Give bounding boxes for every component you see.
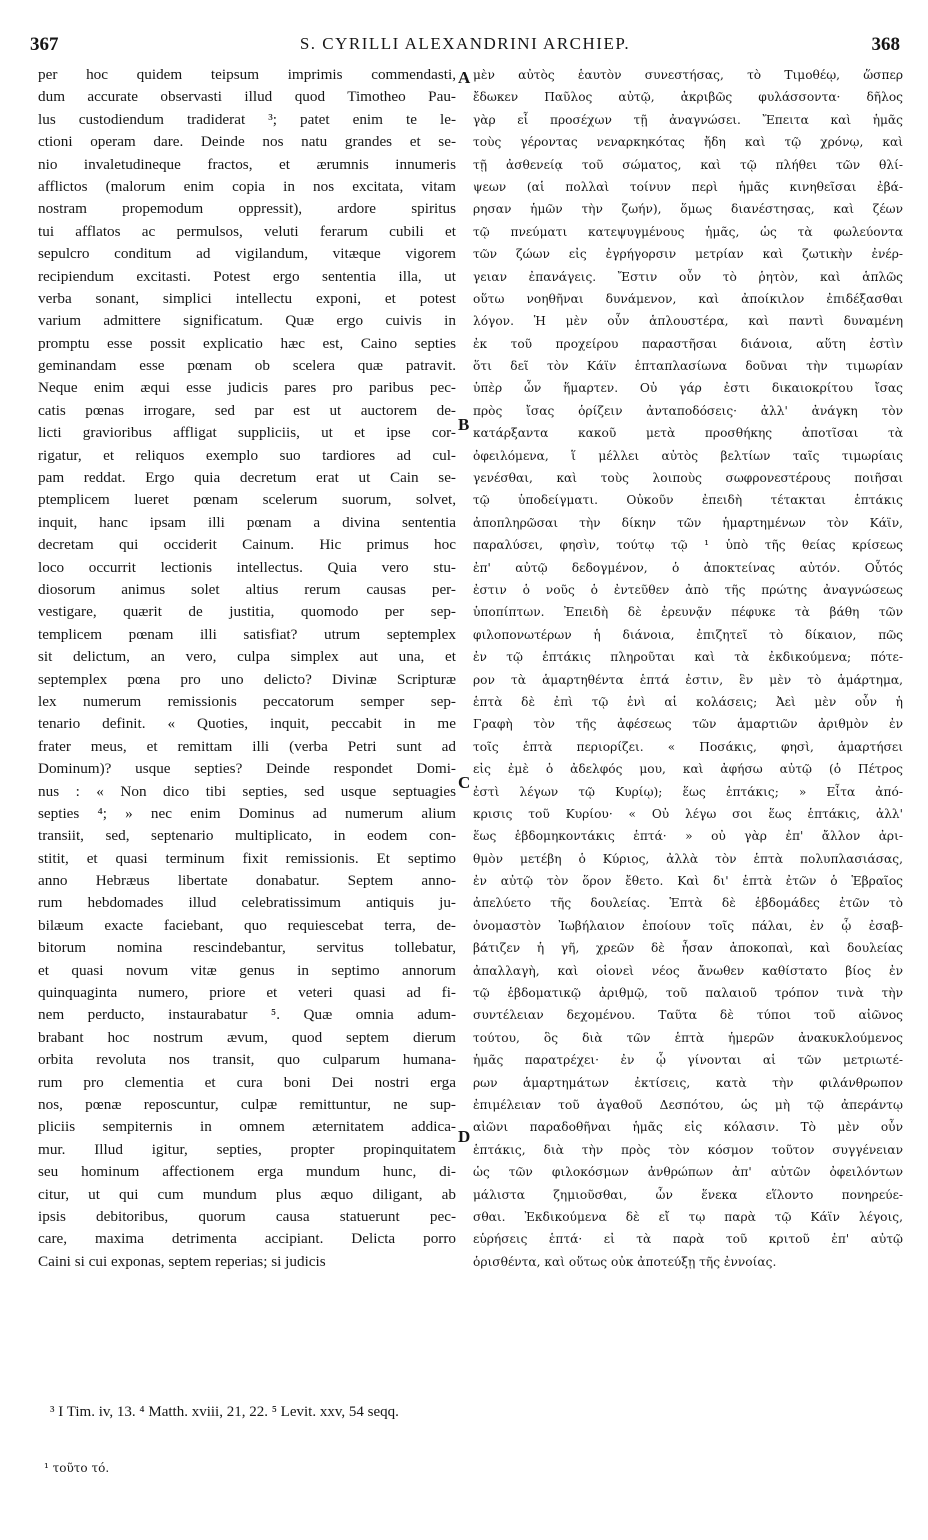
- greek-text-line: ἔδωκεν Παῦλος αὐτῷ, ἀκριβῶς φυλάσσοντα· δῆλος: [473, 90, 903, 105]
- latin-text-line: ipsis debitoribus, quorum causa statuerunt pec-: [38, 1207, 456, 1225]
- latin-text-line: sepulcro conditum ad vigilandum, vitæque vigorem: [38, 245, 456, 263]
- latin-text-line: Caini si cui exponas, septem reperias; si judicis: [38, 1252, 326, 1270]
- latin-footnotes: ³ I Tim. iv, 13. ⁴ Matth. xviii, 21, 22. ⁵ Levit. xxv, 54 seqq.: [50, 1404, 399, 1420]
- greek-text-line: ὀνομαστὸν Ἰωβήλαιον ἐποίουν τοῖς πάλαι, ἐν ᾧ ἐσαβ-: [473, 918, 903, 933]
- greek-text-line: ἐπιμέλειαν τοῦ ἀγαθοῦ Δεσπότου, ὡς μὴ τῷ ἀπεράντῳ: [473, 1097, 903, 1112]
- greek-text-line: μάλιστα ζημιοῦσθαι, ὧν ἕνεκα εἵλοντο πονηρεύε-: [473, 1187, 903, 1202]
- greek-text-line: φιλοπονωτέρων ἡ διάνοια, ἐπιζητεῖ τὸ δίκαιον, πῶς: [473, 627, 903, 642]
- latin-text-line: per hoc quidem teipsum imprimis commendasti,: [38, 66, 456, 83]
- latin-text-line: bilæum exacte faciebant, quo requiescebat terra, de-: [38, 916, 456, 934]
- latin-text-line: ptemplicem lueret pœnam scelerum suorum, solvet,: [38, 491, 456, 509]
- latin-text-line: pliciis sempiternis in omnem æternitatem addica-: [38, 1118, 456, 1136]
- greek-text-line: τοῖς ἑπτὰ περιορίζει. « Ποσάκις, φησὶ, ἁμαρτήσει: [473, 739, 903, 754]
- latin-text-line: ctioni operam dare. Deinde nos natu grandes et se-: [38, 133, 456, 151]
- greek-text-line: συντέλειαν δεχομένου. Ταῦτα δὲ τύποι τοῦ αἰῶνος: [473, 1008, 903, 1023]
- latin-text-line: dum accurate observasti illud quod Timotheo Pau-: [38, 88, 456, 106]
- greek-text-line: ἐστιν ὁ νοῦς ὁ ἐντεῦθεν ἀπὸ τῆς πρώτης ἀναγνώσεως: [473, 582, 903, 597]
- latin-text-line: nus : « Non dico tibi septies, sed usque septuagies: [38, 782, 456, 800]
- latin-text-line: nostram propemodum oppressit), ardore spiritus: [38, 200, 456, 218]
- greek-text-line: εὑρήσεις ἑπτά· εἰ τὰ παρὰ τοῦ κριτοῦ ἐπ' αὐτῷ: [473, 1232, 903, 1247]
- latin-text-line: verba sonant, simplici intellectu exponi, et potest: [38, 289, 456, 307]
- latin-text-line: lus custodiendum tradiderat ³; patet enim te le-: [38, 110, 456, 128]
- greek-text-line: αἰῶνι παραδοθῆναι ἡμᾶς εἰς κόλασιν. Τὸ μὲν οὖν: [473, 1120, 903, 1135]
- latin-text-line: septies ⁴; » nec enim Dominus ad numerum alium: [38, 804, 456, 822]
- latin-text-line: brabant hoc nostrum ævum, quod septem dierum: [38, 1028, 456, 1046]
- latin-text-line: lex numerum remissionis peccatorum semper sep-: [38, 692, 456, 710]
- running-title: S. CYRILLI ALEXANDRINI ARCHIEP.: [299, 34, 631, 53]
- greek-text-line: γενέσθαι, καὶ τοὺς λοιποὺς σωφρονεστέρους ποιῆσαι: [473, 471, 903, 486]
- latin-text-line: pam reddat. Ergo quia decretum erat ut Cain se-: [38, 469, 456, 487]
- greek-text-line: ἐστὶ λέγων τῷ Κυρίῳ); ἕως ἑπτάκις; » Εἶτα ἀπό-: [473, 784, 903, 799]
- latin-text-line: diosorum animus solet altius rerum causas per-: [38, 580, 456, 598]
- greek-text-line: ὀφειλόμενα, ἵ μέλλει αὐτὸς βελτίων ταῖς τιμωρίαις: [473, 448, 903, 463]
- greek-text-line: μὲν αὐτὸς ἑαυτὸν συνεστήσας, τὸ Τιμοθέῳ, ὥσπερ: [473, 68, 903, 82]
- greek-text-line: κατάρξαντα κακοῦ μετὰ προσθήκης ἀποτῖσαι τὰ: [473, 426, 903, 441]
- greek-text-line: βάτιζεν ἡ γῆ, χρεῶν δὲ ἦσαν ἀποκοπαὶ, καὶ δουλείας: [473, 941, 903, 956]
- greek-text-line: τῷ πνεύματι κατεψυγμένους ἡμᾶς, ὡς τὰ φωλεύοντα: [473, 224, 903, 239]
- latin-text-line: rum pro clementia et cura boni Dei nostri erga: [38, 1073, 456, 1091]
- greek-text-line: ρων ἁμαρτημάτων ἐκτίσεις, κατὰ τὴν φιλάνθρωπον: [473, 1075, 903, 1090]
- latin-text-line: care, maxima detrimenta accipiant. Delicta porro: [38, 1230, 456, 1248]
- greek-text-line: λόγον. Ἡ μὲν οὖν ἁπλουστέρα, καὶ παντὶ δυναμένη: [473, 314, 903, 329]
- greek-text-line: ὁρισθέντα, καὶ οὕτως οὐκ ἀποτεύξῃ τῆς ἐννοίας.: [473, 1254, 777, 1269]
- greek-text-line: ψεων (αἱ πολλαὶ τοίνυν περὶ ἡμᾶς κινηθεῖσαι ἐβά-: [473, 179, 903, 194]
- greek-text-line: κρισις τοῦ Κυρίου· « Οὐ λέγω σοι ἕως ἑπτάκις, ἀλλ': [473, 806, 903, 821]
- latin-text-line: afflictos (malorum enim copia in nos excitata, vitam: [38, 177, 456, 195]
- margin-letter-a: A: [458, 68, 471, 87]
- latin-text-line: vestigare, quærit de justitia, quomodo per sep-: [38, 603, 456, 621]
- latin-text-line: varium admittere significatum. Quæ ergo cuivis in: [38, 312, 456, 330]
- greek-text-line: πρὸς ἴσας ὁρίζειν ἀνταποδόσεις· ἀλλ' ἀνάγκη τὸν: [473, 403, 903, 418]
- latin-text-line: stitit, et quasi terminum fixit remissionis. Et septimo: [38, 849, 456, 867]
- greek-text-line: ἐπ' αὐτῷ δεδογμένον, ὁ ἀποκτείνας αὐτόν. Οὗτός: [473, 560, 903, 575]
- page-number-left: 367: [30, 34, 59, 55]
- margin-letter-d: D: [458, 1127, 471, 1146]
- latin-text-line: nos, pœnæ reposcuntur, culpæ remittuntur, ne sup-: [38, 1095, 456, 1113]
- latin-text-line: septemplex pœna pro uno delicto? Divinæ Scripturæ: [38, 670, 456, 688]
- greek-text-line: ρον τὰ ἁμαρτηθέντα ἑπτά ἐστιν, ἓν μὲν τὸ ἁμάρτημα,: [473, 672, 903, 687]
- margin-letter-c: C: [458, 773, 471, 792]
- greek-text-line: ἡμᾶς παρατρέχει· ἐν ᾧ γίνονται αἱ τῶν μετριωτέ-: [473, 1053, 903, 1068]
- greek-text-line: τοὺς γέροντας νεναρκηκότας ἤδη καὶ τῷ χρόνῳ, καὶ: [473, 135, 903, 150]
- latin-text-line: tenario definit. « Quoties, inquit, peccabit in me: [38, 715, 456, 733]
- greek-text-line: τῷ ἑβδοματικῷ ἀριθμῷ, τοῦ παλαιοῦ τρόπον τινὰ τὴν: [473, 986, 903, 1001]
- latin-column: [38, 64, 456, 1273]
- greek-text-line: ὑπὲρ ὧν ἥμαρτεν. Οὐ γάρ ἐστι δικαιοκρίτου ἴσας: [473, 381, 903, 396]
- greek-text-line: θμὸν μετέβη ὁ Κύριος, ἀλλὰ τὸν ἑπτὰ πολυπλασιάσας,: [473, 851, 903, 866]
- latin-text-line: citur, ut qui cum mundum plus æquo diligant, ab: [38, 1185, 456, 1203]
- latin-text-line: mur. Illud igitur, septies, propter propinquitatem: [38, 1140, 456, 1158]
- greek-text-line: ἀπαλλαγὴ, καὶ οἱονεὶ νέος ἄνωθεν καθίστατο βίος ἐν: [473, 963, 903, 978]
- greek-text-line: ἐν αὐτῷ τὸν ὅρον ἔθετο. Καὶ δι' ἑπτὰ ἐτῶν ὁ Ἑβραῖος: [473, 874, 903, 889]
- latin-text-line: quinquaginta numero, priore et veteri quasi ad fi-: [38, 984, 456, 1002]
- page-header: [30, 30, 900, 60]
- latin-text-line: anno Hebræus libertate donabatur. Septem anno-: [38, 872, 456, 890]
- greek-text-line: τούτου, ὃς διὰ τῶν ἑπτὰ ἡμερῶν ἀνακυκλούμενος: [473, 1030, 903, 1045]
- latin-text-line: Neque enim æqui esse judicis pares pro paribus pec-: [38, 379, 456, 397]
- greek-text-line: ὅτι δεῖ τὸν Κάϊν ἑπταπλασίωνα δοῦναι τὴν τιμωρίαν: [473, 359, 903, 374]
- greek-text-line: παραλύσει, φησὶν, τούτῳ τῷ ¹ ὑπὸ τῆς θείας κρίσεως: [473, 538, 903, 553]
- latin-text-line: nio invaletudineque fractos, et ærumnis innumeris: [38, 155, 456, 173]
- latin-text-line: transiit, sed, septenario multiplicato, in eodem con-: [38, 827, 456, 845]
- greek-text-line: ἐκ τοῦ προχείρου παραστῆσαι διάνοια, αὕτη ἐστὶν: [473, 336, 903, 351]
- greek-text-line: Γραφὴ τὸν τῆς ἀφέσεως τῶν ἁμαρτιῶν ἀριθμὸν ἐν: [473, 717, 903, 732]
- greek-text-line: ἑπτάκις, διὰ τὴν πρὸς τὸν κόσμον τοῦτον συγγένειαν: [473, 1142, 903, 1157]
- latin-text-line: inquit, hanc ipsam illi pœnam a divina sententia: [38, 513, 456, 531]
- greek-footnote: ¹ τοῦτο τό.: [44, 1461, 110, 1475]
- latin-text-line: seu hominum affectionem erga mundum hunc, di-: [38, 1163, 456, 1181]
- latin-text-line: geminandam esse pœnam ob scelera quæ patravit.: [38, 357, 456, 375]
- latin-text-line: tui afflatos ac permulsos, veluti ferarum cubili et: [38, 222, 456, 240]
- greek-text-line: γὰρ εἶ προσέχων τῇ ἀναγνώσει. Ἔπειτα καὶ ἡμᾶς: [473, 112, 903, 127]
- greek-text-line: τῇ ἀσθενείᾳ τοῦ σώματος, καὶ τῷ πλήθει τῶν θλί-: [473, 157, 903, 172]
- greek-text-line: ὡς τῶν φιλοκόσμων ἀνθρώπων ἀπ' αὐτῶν ὀφειλόντων: [473, 1165, 903, 1180]
- greek-text-line: ἀποπληρῶσαι τὴν δίκην τῶν ἡμαρτημένων τὸν Κάϊν,: [473, 515, 903, 530]
- greek-text-line: ἕως ἑβδομηκοντάκις ἑπτά· » οὐ γὰρ ἐπ' ἄλλον ἀρι-: [473, 829, 903, 844]
- greek-text-line: γειαν ἐπανάγεις. Ἔστιν οὖν τὸ ῥητὸν, καὶ ἁπλῶς: [473, 269, 903, 284]
- margin-letter-b: B: [458, 415, 470, 434]
- latin-text-line: rum hebdomades illud celebratissimum antiquis ju-: [38, 894, 456, 912]
- latin-text-line: licti gravioribus affligat suppliciis, ut et ipse cor-: [38, 424, 456, 442]
- latin-text-line: decretam qui occiderit Cainum. Hic primus hoc: [38, 536, 456, 554]
- latin-text-line: sit delictum, an vero, culpa simplex aut una, et: [38, 648, 456, 666]
- latin-text-line: orbita revoluta nos transit, quo culparum humana-: [38, 1051, 456, 1069]
- latin-text-line: promptu esse possit explicatio hæc est, Caino septies: [38, 334, 456, 352]
- greek-text-line: τῷ ὑποδείγματι. Οὐκοῦν ἐπειδὴ τέτακται ἑπτάκις: [473, 493, 903, 508]
- latin-text-line: et quasi novum vitæ genus in septimo annorum: [38, 961, 456, 979]
- greek-text-line: σθαι. Ἐκδικούμενα δὲ εἴ τῳ παρὰ τῷ Κάϊν λέγοις,: [473, 1209, 903, 1224]
- greek-text-line: οὕτω νοηθῆναι δυνάμενον, καὶ ἀποίκιλον ἐπιδέξασθαι: [473, 291, 903, 306]
- greek-text-line: ἀπελύετο τῆς δουλείας. Ἑπτὰ δὲ ἑβδομάδες ἐτῶν τὸ: [473, 896, 903, 911]
- latin-text-line: bitorum nomina rescindebantur, servitus tollebatur,: [38, 939, 456, 957]
- latin-text-line: frater meus, et remittam illi (verba Petri sunt ad: [38, 737, 456, 755]
- latin-text-line: catis pœnas irrogare, sed par est ut auctorem de-: [38, 401, 456, 419]
- greek-text-line: ὑποπίπτων. Ἐπειδὴ δὲ ἐρευνᾷν πέφυκε τὰ βάθη τῶν: [473, 605, 903, 620]
- greek-text-line: εἰς ἐμὲ ὁ ἀδελφός μου, καὶ ἀφήσω αὐτῷ (ὁ Πέτρος: [473, 762, 903, 777]
- latin-text-line: templicem pœnam illi satisfiat? utrum septemplex: [38, 625, 456, 643]
- greek-text-line: ρησαν ἡμῶν τὴν ζωήν), ὅμως διανέστησας, καὶ ζέων: [473, 202, 903, 217]
- latin-text-line: recipiendum excitasti. Potest ergo sententia illa, ut: [38, 267, 456, 285]
- greek-column: [473, 64, 903, 1273]
- latin-text-line: Dominum)? usque septies? Deinde respondet Domi-: [38, 760, 456, 778]
- latin-text-line: loco occurrit lectionis intellectus. Quia vero stu-: [38, 558, 456, 576]
- greek-text-line: ἑπτὰ δὲ ἐπὶ τῷ ἑνὶ αἱ κολάσεις; Ἀεὶ μὲν οὖν ἡ: [473, 694, 903, 709]
- latin-text-line: rigatur, et reliquos exemplo suo tardiores ad cul-: [38, 446, 456, 464]
- greek-text-line: τῶν ζώων εἰς ἐγρήγορσιν μετρίαν καὶ ζωτικὴν ἐνέρ-: [473, 247, 903, 262]
- greek-text-line: ἐν τῷ ἑπτάκις πληροῦται καὶ τὰ ἐκδικούμενα; πότε-: [473, 650, 903, 665]
- page-number-right: 368: [871, 34, 900, 55]
- latin-text-line: nem perducto, instaurabatur ⁵. Quæ omnia adum-: [38, 1006, 456, 1024]
